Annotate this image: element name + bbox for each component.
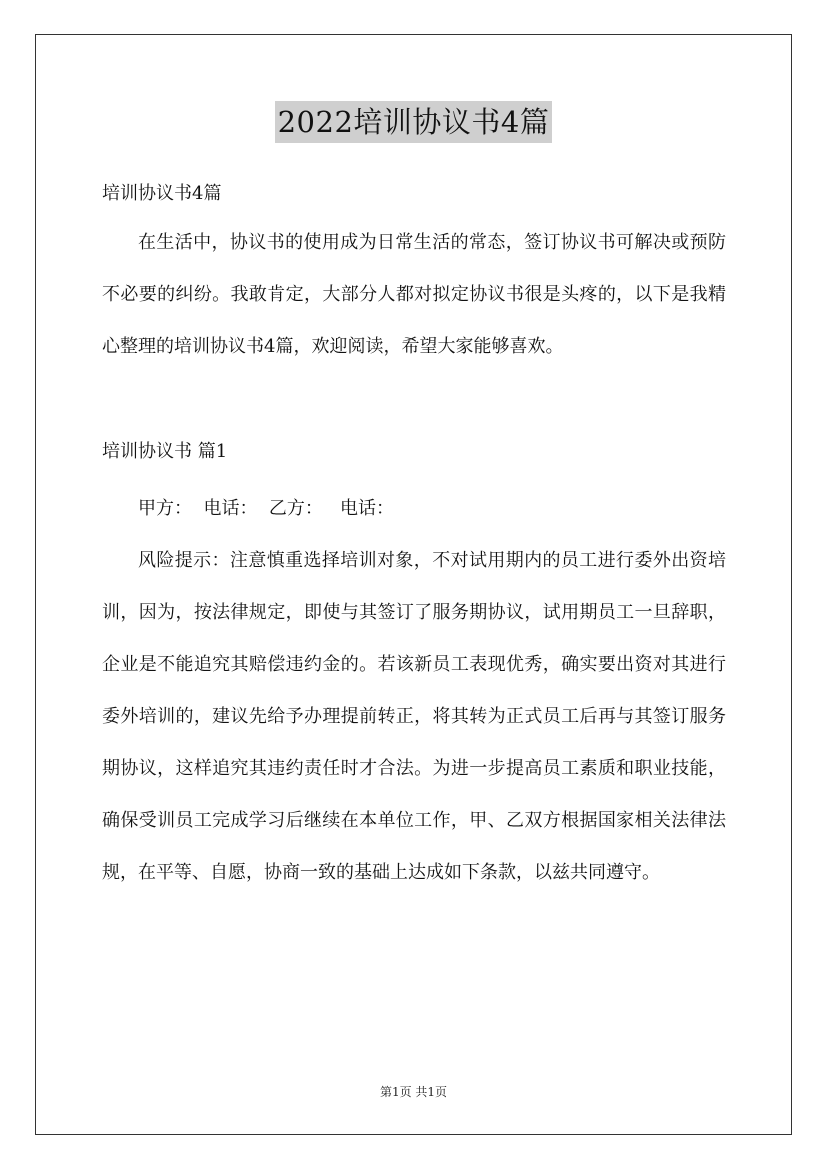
- intro-heading: 培训协议书4篇: [102, 183, 222, 204]
- document-body: [102, 171, 726, 899]
- small-spacer: [102, 475, 726, 483]
- title-container: [0, 101, 827, 143]
- body-paragraph: 风险提示：注意慎重选择培训对象，不对试用期内的员工进行委外出资培训，因为，按法律规定，即使与其签订了服务期协议，试用期员工一旦辞职，企业是不能追究其赔偿违约金的。若该新员工表现优秀，确实要出资对其进行委外培训的，建议先给予办理提前转正，将其转为正式员工后再与其签订服务期协议，这样追究其违约责任时才合法。为进一步提高员工素质和职业技能，确保受训员工完成学习后继续在本单位工作，甲、乙双方根据国家相关法律法规，在平等、自愿，协商一致的基础上达成如下条款，以兹共同遵守。: [102, 550, 726, 883]
- intro-paragraph: 在生活中，协议书的使用成为日常生活的常态，签订协议书可解决或预防不必要的纠纷。我敢肯定，大部分人都对拟定协议书很是头疼的，以下是我精心整理的培训协议书4篇，欢迎阅读，希望大家能够喜欢。: [102, 232, 726, 357]
- document-title: 2022培训协议书4篇: [275, 101, 553, 143]
- section-spacer: [102, 373, 726, 429]
- contact-line: 甲方： 电话： 乙方： 电话：: [138, 498, 395, 519]
- section-heading: 培训协议书 篇1: [102, 441, 228, 462]
- page-footer: 第1页 共1页: [379, 1085, 448, 1099]
